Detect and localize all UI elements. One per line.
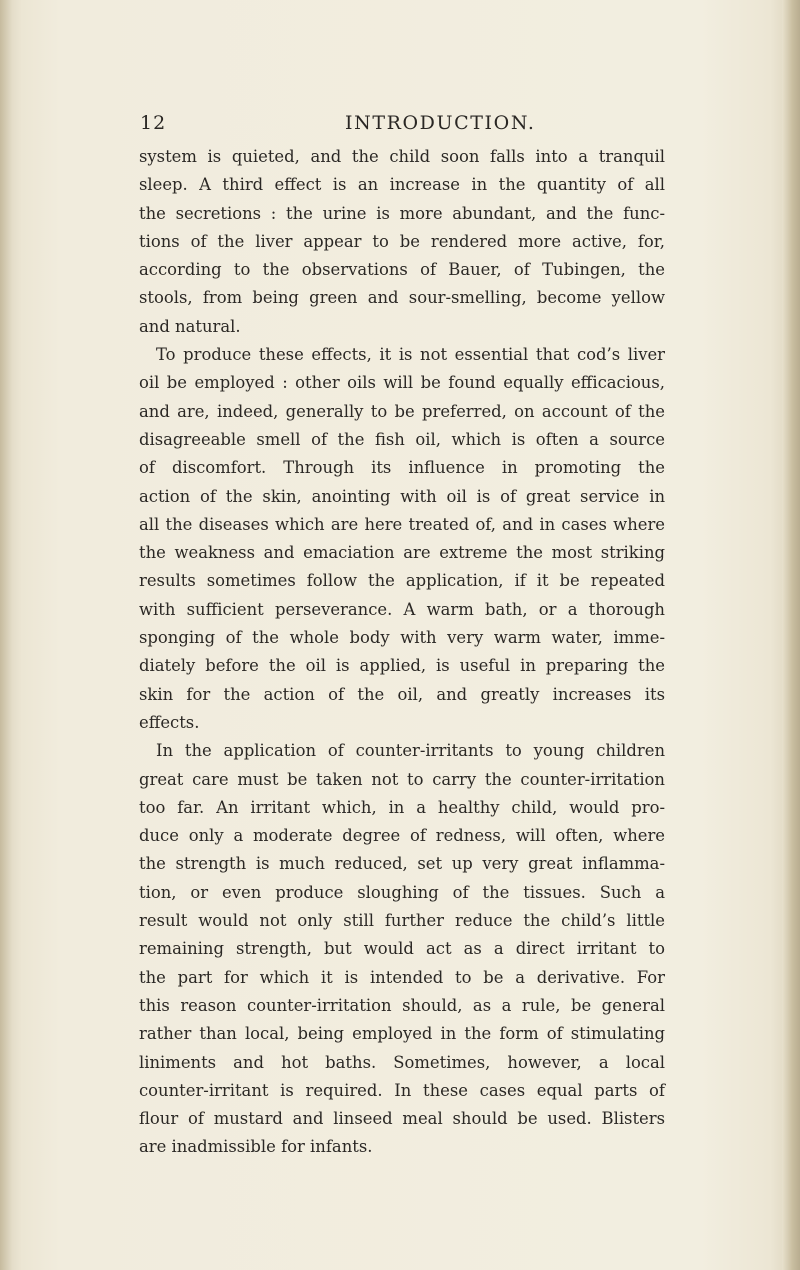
text-line: the strength is much reduced, set up very great inflamma-	[139, 854, 665, 874]
text-line: remaining strength, but would act as a direct irritant to	[139, 939, 665, 959]
text-line: and are, indeed, generally to be preferred, on account of the	[139, 401, 665, 421]
text-line: sleep. A third effect is an increase in the quantity of all	[139, 175, 665, 195]
page-fore-edge	[782, 0, 800, 1270]
running-head: INTRODUCTION.	[345, 112, 536, 134]
text-line: disagreeable smell of the fish oil, which is often a source	[139, 429, 665, 449]
text-line: To produce these effects, it is not essential that cod’s liver	[156, 345, 665, 365]
text-line: stools, from being green and sour-smelling, become yellow	[139, 288, 665, 308]
text-line: sponging of the whole body with very warm water, imme-	[139, 628, 665, 648]
text-line: this reason counter-irritation should, as a rule, be general	[139, 995, 665, 1015]
text-line: skin for the action of the oil, and greatly increases its	[139, 684, 665, 704]
text-line: result would not only still further reduce the child’s little	[139, 911, 665, 931]
page-number: 12	[140, 112, 167, 134]
text-line: the part for which it is intended to be a derivative. For	[139, 967, 665, 987]
text-line: flour of mustard and linseed meal should be used. Blisters	[139, 1109, 665, 1129]
text-line: great care must be taken not to carry the counter-irritation	[139, 769, 665, 789]
text-line: liniments and hot baths. Sometimes, however, a local	[139, 1052, 665, 1072]
text-line: diately before the oil is applied, is useful in preparing the	[139, 656, 665, 676]
text-line: the secretions : the urine is more abundant, and the func-	[139, 203, 665, 223]
text-line: the weakness and emaciation are extreme the most striking	[139, 543, 665, 563]
text-line: are inadmissible for infants.	[139, 1137, 373, 1157]
text-line: tions of the liver appear to be rendered more active, for,	[139, 231, 665, 251]
text-line: and natural.	[139, 316, 241, 336]
text-line: counter-irritant is required. In these cases equal parts of	[139, 1080, 665, 1100]
text-line: action of the skin, anointing with oil is of great service in	[139, 486, 665, 506]
text-line: all the diseases which are here treated of, and in cases where	[139, 514, 665, 534]
text-line: duce only a moderate degree of redness, will often, where	[139, 826, 665, 846]
text-line: according to the observations of Bauer, of Tubingen, the	[139, 260, 665, 280]
text-line: rather than local, being employed in the form of stimulating	[139, 1024, 665, 1044]
text-line: In the application of counter-irritants to young children	[156, 741, 665, 761]
text-line: of discomfort. Through its influence in promoting the	[139, 458, 665, 478]
text-line: tion, or even produce sloughing of the tissues. Such a	[139, 882, 665, 902]
body-text	[139, 143, 665, 1162]
page-gutter-edge	[0, 0, 12, 1270]
page-header	[0, 112, 800, 142]
text-line: oil be employed : other oils will be found equally efficacious,	[139, 373, 665, 393]
text-line: results sometimes follow the application, if it be repeated	[139, 571, 665, 591]
text-line: too far. An irritant which, in a healthy child, would pro-	[139, 797, 665, 817]
text-line: system is quieted, and the child soon falls into a tranquil	[139, 147, 665, 166]
text-line: effects.	[139, 712, 200, 732]
text-line: with sufficient perseverance. A warm bath, or a thorough	[139, 599, 665, 619]
